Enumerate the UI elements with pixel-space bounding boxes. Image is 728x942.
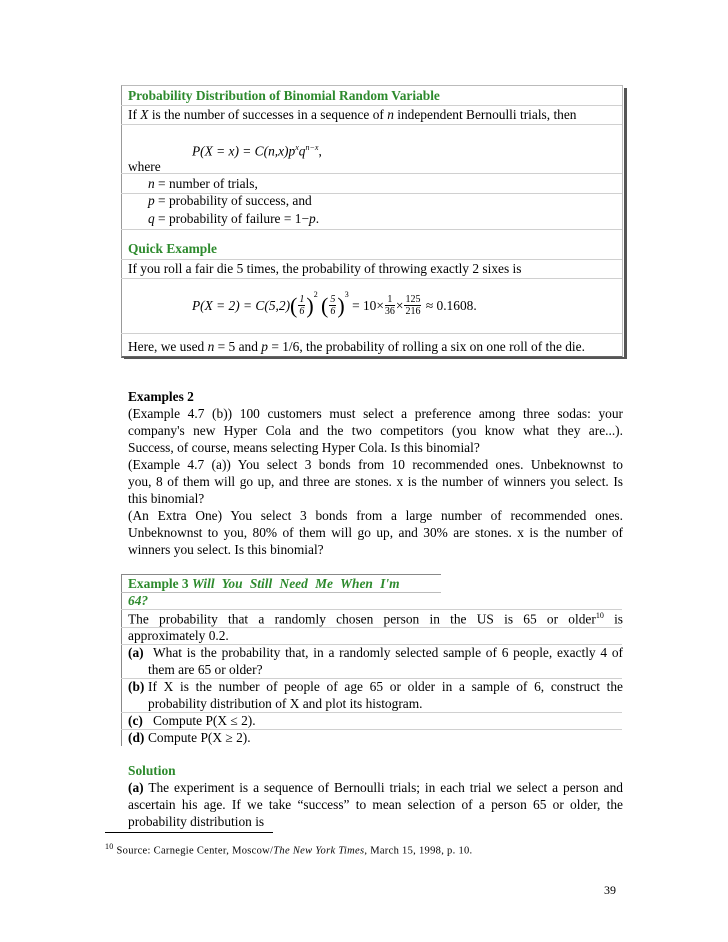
footnote-rule — [105, 832, 273, 833]
examples2-line: company's new Hyper Cola and the two competitors (you know what they are...). — [128, 423, 623, 438]
examples2-line: (An Extra One) You select 3 bonds from a large number of recommended ones. — [128, 508, 623, 523]
example3-subtitle-cont: 64? — [128, 593, 149, 608]
divider — [121, 278, 622, 279]
examples2-line: Success, of course, means selecting Hyper Cola. Is this binomial? — [128, 440, 480, 455]
part-a-text: What is the probability that, in a randomly selected sample of 6 people, exactly 4 of — [153, 645, 623, 660]
solution-line: (a) The experiment is a sequence of Bernoulli trials; in each trial we select a person and — [128, 780, 623, 795]
part-c-text: Compute P(X ≤ 2). — [153, 713, 256, 728]
divider — [121, 173, 622, 174]
examples2-line: you, 8 of them will go up, and three are stones. x is the number of winners you select. Is — [128, 474, 623, 489]
examples2-title: Examples 2 — [128, 389, 194, 404]
divider — [121, 333, 622, 334]
divider — [121, 259, 622, 260]
part-a-label: (a) — [128, 645, 144, 660]
box-shadow — [124, 357, 627, 359]
part-d-text: Compute P(X ≥ 2). — [148, 730, 251, 745]
example3-border — [121, 574, 122, 746]
quick-example-title: Quick Example — [128, 241, 217, 256]
footnote: $^{10}$ Source: Carnegie Center, Moscow/The New York Times, March 15, 1998, p. 10. — [105, 842, 473, 857]
divider — [121, 592, 441, 593]
example3-paragraph: approximately 0.2. — [128, 628, 229, 643]
examples2-line: Unbeknownst to you, 80% of them will go up, and 30% are stones. x is the number of — [128, 525, 623, 540]
page-number: 39 — [604, 883, 616, 897]
binomial-formula: $P(X = x) = C(n,x)p^xq^{n-x}$, — [192, 143, 322, 159]
solution-line: probability distribution is — [128, 814, 265, 829]
def-n: n = number of trials, — [148, 176, 258, 191]
example3-top-border — [121, 574, 441, 575]
def-q: q = probability of failure = 1−p. — [148, 211, 320, 226]
where-label: where — [128, 159, 161, 174]
here-text: Here, we used n = 5 and p = 1/6, the probability of rolling a six on one roll of the die. — [128, 339, 585, 354]
part-a-text: them are 65 or older? — [148, 662, 263, 677]
part-b-text: probability distribution of X and plot its histogram. — [148, 696, 423, 711]
quick-example-text: If you roll a fair die 5 times, the probability of throwing exactly 2 sixes is — [128, 261, 522, 276]
examples2-line: winners you select. Is this binomial? — [128, 542, 324, 557]
examples2-line: this binomial? — [128, 491, 205, 506]
box-intro: If X is the number of successes in a sequence of n independent Bernoulli trials, then — [128, 107, 577, 122]
example3-title-line: Example 3 Will You Still Need Me When I'm — [128, 576, 400, 591]
examples2-line: (Example 4.7 (a)) You select 3 bonds from 10 recommended ones. Unbeknownst to — [128, 457, 623, 472]
examples2-line: (Example 4.7 (b)) 100 customers must select a preference among three sodas: your — [128, 406, 623, 421]
solution-line: ascertain his age. If we take “success” to mean selection of a person 65 or older, the — [128, 797, 623, 812]
box-title: Probability Distribution of Binomial Random Variable — [128, 88, 440, 103]
quick-example-formula: P(X = 2) = C(5,2)( $\frac{1}{6}$ )$^2$ ( $\frac{5}{6}$ )$^3$ = 10× $\frac{1}{36}$ × $\frac{125}{216}$ ≈ 0.1608. — [192, 290, 477, 318]
def-p: p = probability of success, and — [148, 193, 312, 208]
box-shadow — [624, 88, 627, 357]
part-b-text: If X is the number of people of age 65 or older in a sample of 6, construct the — [148, 679, 623, 694]
divider — [121, 124, 622, 125]
part-c-label: (c) — [128, 713, 143, 728]
divider — [121, 105, 622, 106]
part-b-label: (b) — [128, 679, 145, 694]
divider — [121, 609, 622, 610]
example3-paragraph: The probability that a randomly chosen person in the US is 65 or older$^{10}$ is — [128, 611, 624, 627]
part-d-label: (d) — [128, 730, 145, 745]
solution-title: Solution — [128, 763, 176, 778]
divider — [121, 229, 622, 230]
